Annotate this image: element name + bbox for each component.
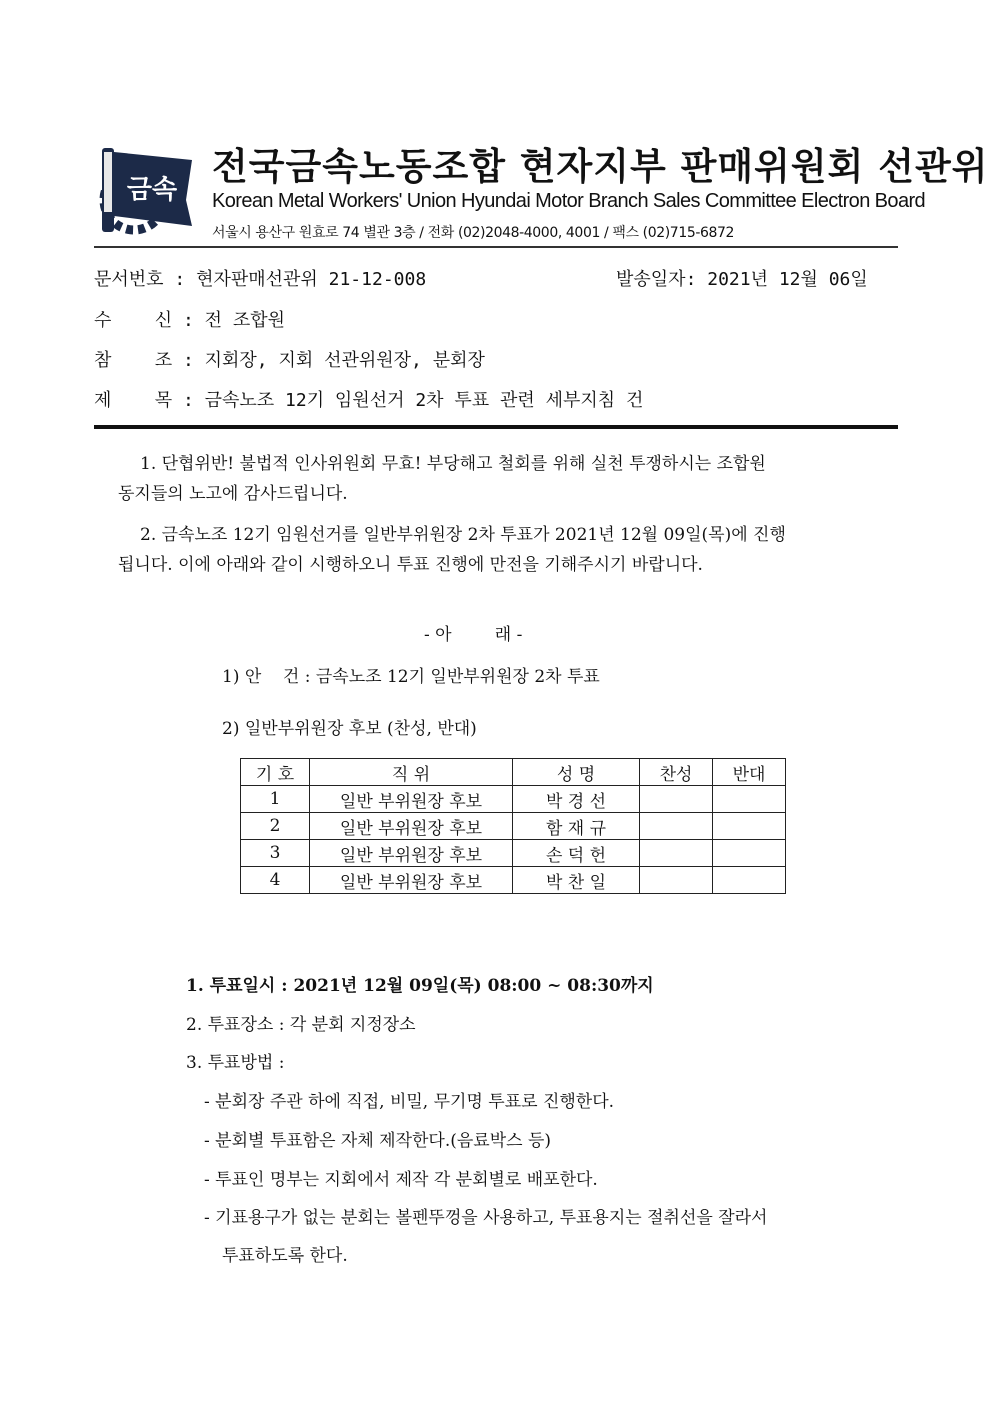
reference: 참 조 : 지회장, 지회 선관위원장, 분회장 bbox=[94, 350, 485, 371]
method-bullet-1: - 분회장 주관 하에 직접, 비밀, 무기명 투표로 진행한다. bbox=[204, 1092, 615, 1112]
method-bullet-3: - 투표인 명부는 지회에서 제작 각 분회별로 배포한다. bbox=[204, 1170, 598, 1190]
cell-approve bbox=[640, 813, 713, 840]
cell-name: 손 덕 헌 bbox=[513, 840, 640, 867]
cell-name: 박 경 선 bbox=[513, 786, 640, 813]
col-oppose: 반대 bbox=[713, 759, 786, 786]
send-date: 발송일자: 2021년 12월 06일 bbox=[616, 269, 868, 290]
cell-approve bbox=[640, 786, 713, 813]
cell-approve bbox=[640, 867, 713, 894]
org-english-name: Korean Metal Workers' Union Hyundai Motor Branch Sales Committee Electron Board bbox=[212, 190, 926, 212]
cell-position: 일반 부위원장 후보 bbox=[310, 813, 513, 840]
header-divider bbox=[94, 246, 898, 248]
table-row bbox=[241, 786, 786, 813]
recipient: 수 신 : 전 조합원 bbox=[94, 310, 286, 331]
subject: 제 목 : 금속노조 12기 임원선거 2차 투표 관련 세부지침 건 bbox=[94, 390, 644, 411]
logo-text: 금속 bbox=[126, 175, 178, 205]
cell-number: 1 bbox=[241, 786, 310, 813]
method-bullet-4-cont: 투표하도록 한다. bbox=[222, 1246, 348, 1266]
cell-oppose bbox=[713, 867, 786, 894]
voting-time: 1. 투표일시 : 2021년 12월 09일(목) 08:00 ~ 08:30까지 bbox=[186, 976, 654, 996]
paragraph-1-line-1: 1. 단협위반! 불법적 인사위원회 무효! 부당해고 철회를 위해 실천 투쟁하시는 조합원 bbox=[140, 454, 766, 474]
cell-name: 함 재 규 bbox=[513, 813, 640, 840]
page-title: 전국금속노동조합 현자지부 판매위원회 선관위 bbox=[212, 145, 989, 188]
voting-method: 3. 투표방법 : bbox=[186, 1053, 285, 1073]
paragraph-2-line-2: 됩니다. 이에 아래와 같이 시행하오니 투표 진행에 만전을 기해주시기 바랍니다. bbox=[118, 555, 703, 575]
cell-name: 박 찬 일 bbox=[513, 867, 640, 894]
table-row bbox=[241, 840, 786, 867]
agenda-item: 1) 안 건 : 금속노조 12기 일반부위원장 2차 투표 bbox=[222, 667, 600, 687]
cell-position: 일반 부위원장 후보 bbox=[310, 840, 513, 867]
table-header-row bbox=[241, 759, 786, 786]
doc-number: 문서번호 : 현자판매선관위 21-12-008 bbox=[94, 269, 427, 290]
candidates-table bbox=[240, 758, 786, 894]
method-bullet-4: - 기표용구가 없는 분회는 볼펜뚜껑을 사용하고, 투표용지는 절취선을 잘라서 bbox=[204, 1208, 768, 1228]
cell-oppose bbox=[713, 786, 786, 813]
meta-divider bbox=[94, 425, 898, 429]
cell-number: 3 bbox=[241, 840, 310, 867]
cell-oppose bbox=[713, 813, 786, 840]
table-row bbox=[241, 867, 786, 894]
table-row bbox=[241, 813, 786, 840]
cell-number: 2 bbox=[241, 813, 310, 840]
voting-place: 2. 투표장소 : 각 분회 지정장소 bbox=[186, 1015, 416, 1035]
candidates-heading: 2) 일반부위원장 후보 (찬성, 반대) bbox=[222, 719, 477, 739]
cell-approve bbox=[640, 840, 713, 867]
below-heading: - 아 래 - bbox=[424, 625, 523, 645]
col-number: 기 호 bbox=[241, 759, 310, 786]
col-name: 성 명 bbox=[513, 759, 640, 786]
cell-oppose bbox=[713, 840, 786, 867]
union-logo bbox=[94, 142, 196, 238]
paragraph-2-line-1: 2. 금속노조 12기 임원선거를 일반부위원장 2차 투표가 2021년 12월 09일(목)에 진행 bbox=[140, 525, 786, 545]
cell-position: 일반 부위원장 후보 bbox=[310, 786, 513, 813]
cell-number: 4 bbox=[241, 867, 310, 894]
cell-position: 일반 부위원장 후보 bbox=[310, 867, 513, 894]
org-address: 서울시 용산구 원효로 74 별관 3층 / 전화 (02)2048-4000, 4001 / 팩스 (02)715-6872 bbox=[212, 225, 735, 241]
paragraph-1-line-2: 동지들의 노고에 감사드립니다. bbox=[118, 484, 348, 504]
col-position: 직 위 bbox=[310, 759, 513, 786]
col-approve: 찬성 bbox=[640, 759, 713, 786]
method-bullet-2: - 분회별 투표함은 자체 제작한다.(음료박스 등) bbox=[204, 1131, 552, 1151]
